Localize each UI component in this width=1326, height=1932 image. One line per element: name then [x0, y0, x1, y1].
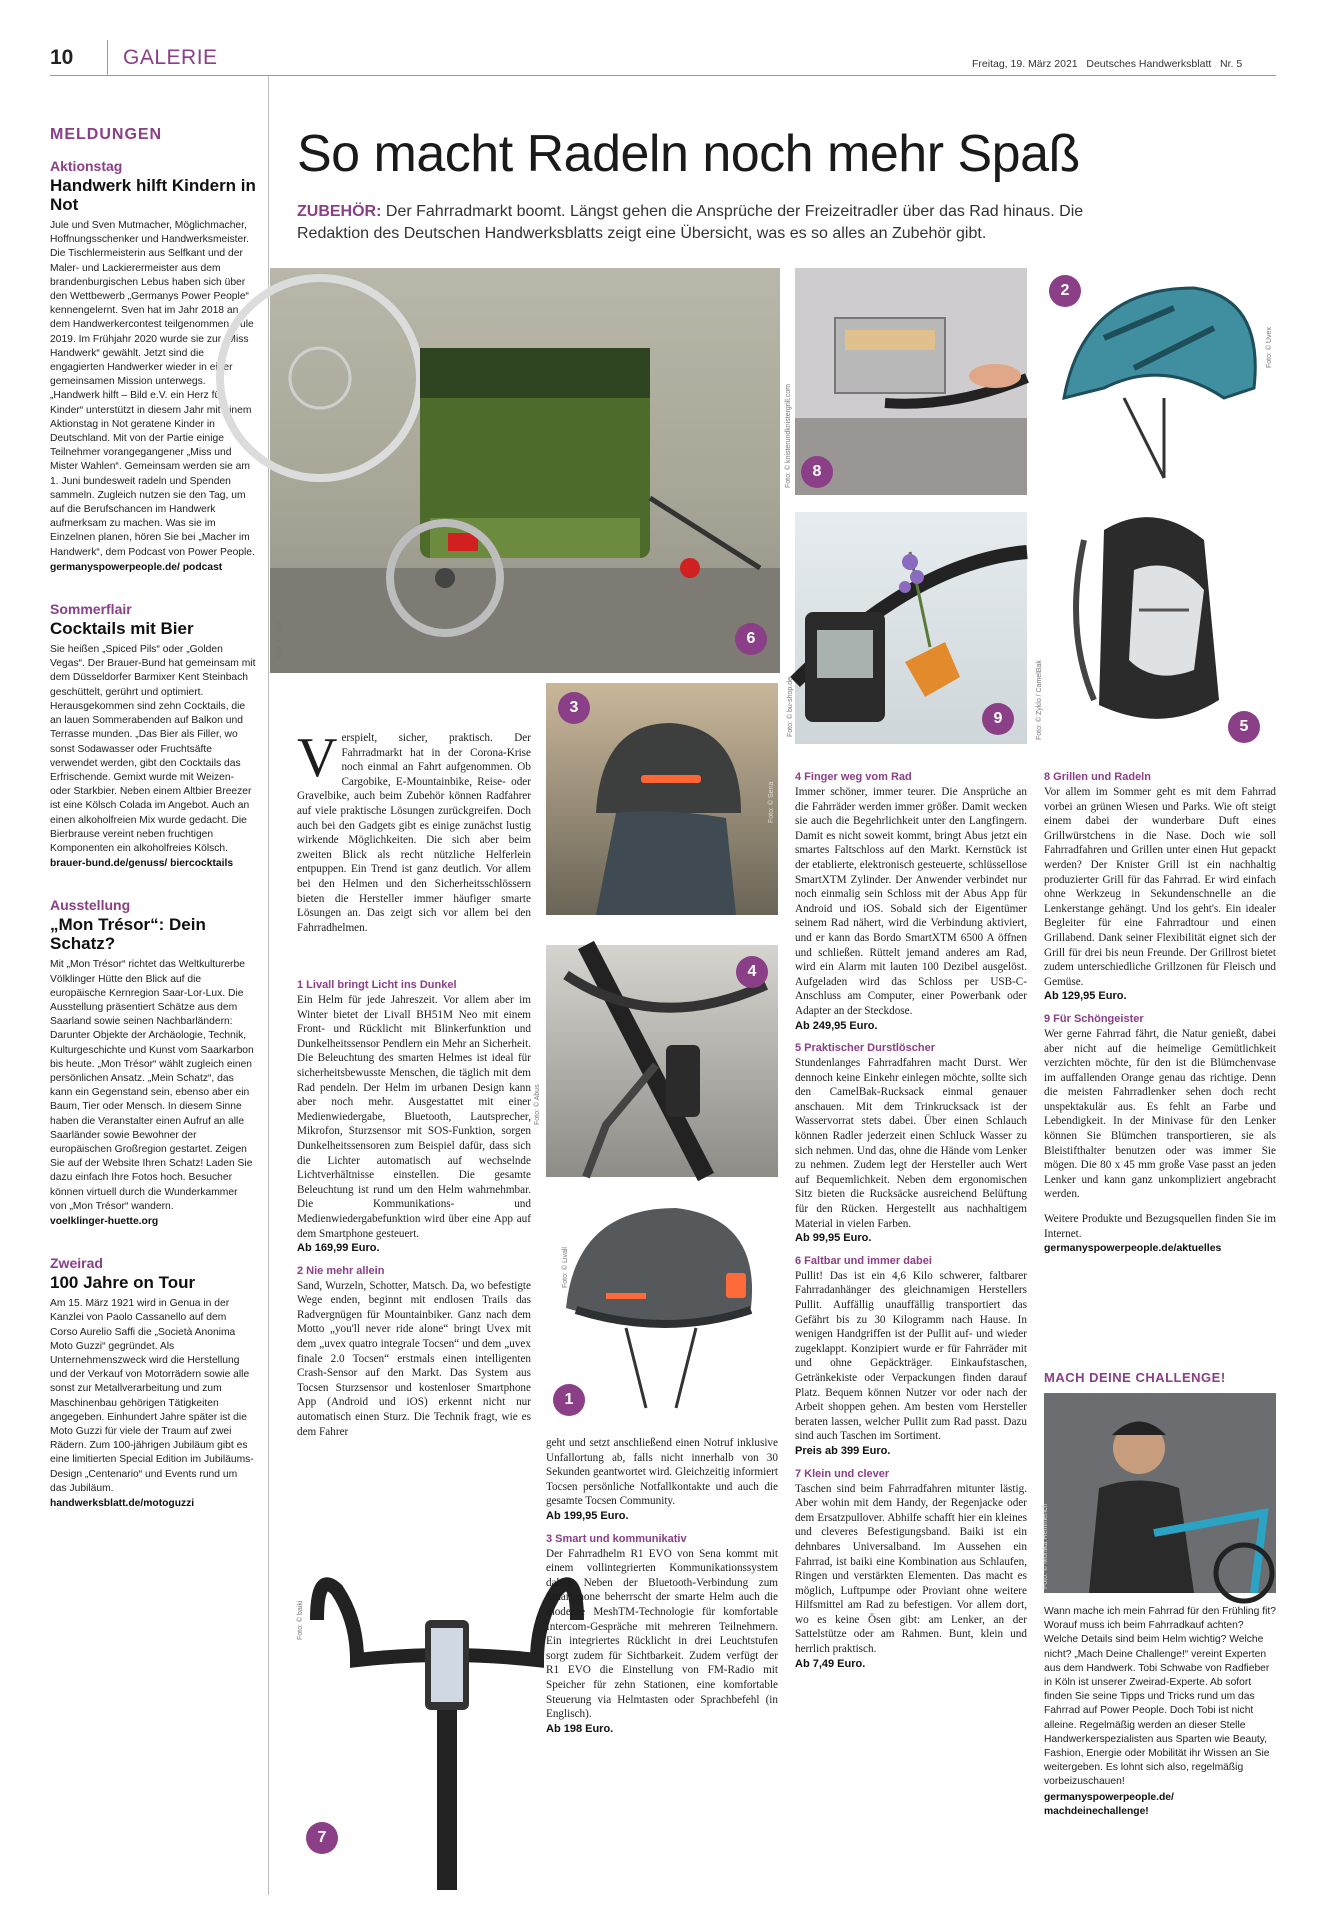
sidebar-item	[50, 897, 256, 1229]
article-lead	[297, 201, 1117, 245]
grill-illustration	[795, 268, 1027, 495]
photo-number-badge: 1	[553, 1384, 585, 1416]
section-body: Taschen sind beim Fahrradfahren mitunter lästig. Aber wohin mit dem Handy, der Regenjacke oder dem Ersatzpullover. Abhilfe schafft hier ein kleines und cleveres Befestigungsband. Baiki ist ein dehnbares Universalband. Im Aussehen ein Fahrrad, ist baiki eine Kombination aus Schlaufen, Ringen und verstärkten Elementen. Das macht es möglich, Luftpumpe oder Proviant ohne weitere Hilfsmittel am Rad zu befestigen. Vor allem dort, wo es keine Ösen gibt: am Lenker, an der Sattelstütze oder am Rahmen. Bunt, klein und herrlich praktisch.	[795, 1482, 1027, 1656]
intro-text: erspielt, sicher, praktisch. Der Fahrradmarkt hat in der Corona-Krise noch einmal an Fahrt aufgenommen. Ob Cargobike, E-Mountainbike, Reise- oder Gravelbike, auch beim Zubehör können Radfahrer auf viele praktische Lösungen zurückgreifen. Doch auch bei den Gadgets gibt es einige zunächst lustig wirkende Möglichkeiten. Die sich aber beim zweiten Blick als recht nützliche Helferlein entpuppen. Ein Trend ist ganz deutlich. Vor allem bei den Helmen und den Sicherheitsschlössern bieten die Hersteller immer häufiger smarte Lösungen an. Das zeigt sich vor allem bei den Fahrradhelmen.	[297, 732, 531, 934]
photo-credit: Foto: © baiki	[297, 1600, 304, 1640]
sidebar-kicker: Sommerflair	[50, 601, 132, 618]
col-2-sections	[546, 1436, 778, 1736]
sidebar-kicker: Aktionstag	[50, 158, 123, 174]
photo-credit: Foto: © Abus	[534, 1084, 541, 1125]
section-heading: 4 Finger weg vom Rad	[795, 771, 912, 783]
section-body: Vor allem im Sommer geht es mit dem Fahrrad vorbei an grünen Wiesen und Parks. Wie oft steigt einem dabei der wunderbare Duft eines Grillwürstchens in die Nase. Doch wie soll Fahrradfahren und Grillen unter einen Hut gepackt werden? Der Knister Grill ist ein nachhaltig produzierter Grill für das Fahrrad. Er wird einfach ohne Werkzeug in Sekundenschnelle an die Lenkerstange gehängt. Und los geht's. Ein idealer Begleiter für eine Fahrradtour und einen Grillabend. Dank seiner Flexibilität eignet sich der Grill für drei bis neun Freunde. Der Grillrost bietet zudem unterschiedliche Grillzonen für Fleisch und Gemüse.	[1044, 786, 1276, 988]
helmet-blue-illustration	[1044, 268, 1276, 495]
section-heading: 2 Nie mehr allein	[297, 1264, 385, 1277]
date-line: Freitag, 19. März 2021 Deutsches Handwerksblatt Nr. 5	[972, 58, 1243, 70]
sidebar-headline: Handwerk hilft Kindern in Not	[50, 176, 256, 214]
section-price: Ab 7,49 Euro.	[795, 1657, 866, 1670]
photo-credit: Foto: © Uvex	[1266, 327, 1273, 368]
sidebar-kicker: Zweirad	[50, 1255, 103, 1272]
sidebar-item	[50, 1255, 256, 1511]
section-body: Der Fahrradhelm R1 EVO von Sena kommt mit einem vollintegrierten Kommunikationssystem daher. Neben der Bluetooth-Verbindung zum Smartphone beherrscht der smarte Helm auch die moderne MeshTM-Technologie für komfortable Intercom-Gespräche mit mehreren Teilnehmern. Ein integriertes Rücklicht in drei Leuchtstufen sorgt zudem für Sichtbarkeit. Zudem verfügt der R1 EVO die Einstellung von FM-Radio mit Speicher für zehn Stationen, eine komfortable Steuerung via Helmtasten oder Sprachbefehl (in Englisch).	[546, 1547, 778, 1721]
section-price: Ab 249,95 Euro.	[795, 1019, 878, 1032]
page-number: 10	[50, 46, 74, 69]
challenge-link[interactable]: germanyspowerpeople.de/ machdeinechallenge!	[1044, 1791, 1174, 1817]
sidebar-headline: „Mon Trésor“: Dein Schatz?	[50, 915, 206, 954]
lead-text: Der Fahrradmarkt boomt. Längst gehen die Ansprüche der Freizeitradler über das Rad hinaus. Die Redaktion des Deutschen Handwerksblatts zeigt eine Übersicht, was es so alles an Zubehör gibt.	[297, 203, 1084, 242]
section-heading: 8 Grillen und Radeln	[1044, 771, 1151, 783]
photo-number-badge: 2	[1049, 275, 1081, 307]
section-price: Ab 198 Euro.	[546, 1722, 614, 1735]
sidebar-rule	[268, 75, 269, 1895]
photo-challenge	[1044, 1393, 1276, 1593]
sidebar-headline: 100 Jahre on Tour	[50, 1273, 196, 1293]
section-body: Ein Helm für jede Jahreszeit. Vor allem aber im Winter bietet der Livall BH51M Neo mit einem Front- und Rücklicht mit Blinkerfunktion und Dunkelheitssensor Pendlern ein Mehr an Sicherheit. Die Beleuchtung des smarten Helmes ist ideal für sicherheitsbewusste Menschen, die täglich mit dem Rad pendeln. Der Helm im urbanen Design kann aber noch mehr. Ausgestattet mit einer Medienwiedergabe, Bluetooth, Lautsprecher, Mikrofon, Sturzsensor mit SOS-Funktion, sorgen Dunkelheitssensoren zum Beispiel dafür, dass sich die Lichter automatisch auf wechselnde Lichtverhältnisse einstellen. Die gesamte Beleuchtung ist rund um den Helm wahrnehmbar. Die Kommunikations- und Medienwiedergabefunktion wird über eine App auf dem Smartphone gesteuert.	[297, 994, 531, 1240]
sidebar-body: Jule und Sven Mutmacher, Möglichmacher, Hoffnungsschenker und Handwerksmeister. Die Tischlermeisterin aus Selfkant und der Maler- und Lackierermeister aus dem brandenburgischen Lebus haben sich über den Wettbewerb „Germanys Power People“ kennengelernt. Sven hat im Jahr 2018 an dem Handwerkercontest teilgenommen, Jule 2019. Im Frühjahr 2020 wurde sie zur „Miss Handwerk“ gewählt. Jetzt sind die engagierten Handwerker wieder in einer gemeinsamen Mission unterwegs. „Handwerk hilft – Bild e.V. ein Herz für Kinder“ unterstützt in diesem Jahr mit einem Aktionstag in Not geratene Kinder in Deutschland. Mit von der Partie einige Teilnehmer vorangegangener „Miss und Mister Wahlen“. Gemeinsam werden sie am 1. Juni bundesweit radeln und Spenden sammeln. Zugleich nutzen sie den Tag, um auf die Berufschancen im Handwerk aufmerksam zu machen. Was sie im Einzelnen planen, hören Sie bei „Macher im Handwerk“, dem Podcast von Power People.	[50, 220, 255, 558]
challenge-body: Wann mache ich mein Fahrrad für den Frühling fit? Worauf muss ich beim Fahrradkauf achten? Welche Details sind beim Helm wichtig? Welche nicht? „Mach Deine Challenge!“ vereint Experten aus dem Handwerk. Tobi Schwabe von Radfieber in Köln ist unserer Zweirad-Experte. Ab sofort finden Sie seine Tipps und Tricks rund um das Fahrrad auf Power People. Doch Tobi ist nicht alleine. Regelmäßig werden an dieser Stelle Handwerkerspezialisten aus Sparten wie Beauty, Fashion, Energie oder Mobilität ihr Wissen an Sie weitergeben. Es lohnt sich also, regelmäßig vorbeizuschauen!	[1044, 1606, 1276, 1788]
photo-credit: Foto: © Monika Hemmerich	[1042, 1503, 1049, 1589]
sidebar-item	[50, 158, 256, 575]
sidebar	[50, 126, 256, 1511]
section-body: Immer schöner, immer teurer. Die Ansprüche an die Fahrräder werden immer größer. Damit wecken sie auch die Begehrlichkeit unter den Langfingern. Damit es nicht soweit kommt, bringt Abus jetzt ein smartes Faltschloss auf den Markt. Kernstück ist der etablierte, elektronisch gesteuerte, schlüssellose SmartXTM Zylinder. Der Anwender verbindet nur noch einmalig sein Schloss mit der Abus App für Android und iOS. Sobald sich der Eigentümer seinem Rad nähert, wird die Verbindung aktiviert, und er kann das Bordo SmartXTM 6500 A öffnen und schließen. Rüttelt jemand anderes am Rad, wird ein Alarm mit lauten 100 Dezibel ausgelöst. Aufgeladen wird das Schloss per USB-C-Anschluss am Computer, einer Powerbank oder Adapter an der Steckdose.	[795, 786, 1027, 1017]
section-price: Ab 129,95 Euro.	[1044, 990, 1127, 1003]
photo-number-badge: 6	[735, 623, 767, 655]
section-body-continued: geht und setzt anschließend einen Notruf inklusive Unfallortung ab, falls nicht innerhalb von 30 Sekunden geantwortet wird. Gleichzeitig informiert Tocsen persönliche Notfallkontakte und auch die gesamte Tocsen Community.	[546, 1437, 778, 1508]
section-price: Ab 199,95 Euro.	[546, 1509, 629, 1522]
section-price: Ab 99,95 Euro.	[795, 1232, 872, 1245]
photo-credit: Foto: © Pullit	[276, 619, 283, 660]
sidebar-body: Am 15. März 1921 wird in Genua in der Kanzlei von Paolo Cassanello auf dem Corso Aurelio Saffi die „Società Anonima Moto Guzzi“ gegründet. Als Unternehmenszweck wird die Herstellung und der Verkauf von Motorrädern sowie alle sonst zur Metallverarbeitung und zum Maschinenbau gehörigen Tätigkeiten angegeben. Einhundert Jahre später ist die Moto Guzzi für viele der Traum auf zwei Rädern. Zum 100-jährigen Jubiläum gibt es eine limitierten Special Edition im Jubiläums-Design „Centenario“ und Events rund um das Jubiläum.	[50, 1298, 254, 1494]
photo-trailer	[270, 268, 780, 673]
sidebar-headline: Cocktails mit Bier	[50, 619, 194, 639]
sidebar-item	[50, 601, 256, 871]
sidebar-kicker: Ausstellung	[50, 897, 131, 914]
drop-cap: V	[297, 727, 338, 789]
sidebar-link[interactable]: voelklinger-huette.org	[50, 1215, 159, 1227]
sidebar-title: MELDUNGEN	[50, 126, 163, 143]
challenge-heading: MACH DEINE CHALLENGE!	[1044, 1370, 1226, 1385]
col-1-sections	[297, 970, 531, 1438]
photo-number-badge: 4	[736, 956, 768, 988]
section-heading: 1 Livall bringt Licht ins Dunkel	[297, 979, 457, 991]
lead-kicker: ZUBEHÖR:	[297, 203, 382, 220]
photo-credit: Foto: © Zyklo / CamelBak	[1036, 660, 1043, 740]
section-price: Ab 169,99 Euro.	[297, 1242, 380, 1255]
sidebar-body: Sie heißen „Spiced Pils“ oder „Golden Vegas“. Der Brauer-Bund hat gemeinsam mit dem Düsseldorfer Barmixer Kent Steinbach geschüttelt, gerührt und optimiert. Herausgekommen sind zehn Cocktails, die an lauen Sommerabenden auf Balkon und Terrasse munden. „Das Bier als Filler, wo sonst Sodawasser oder Fruchtsäfte verwendet werden, gibt den Cocktails das Erfrischende. Gemixt wurde mit Weizen- oder Starkbier. Neben einem Altbier Breezer ist eine Kölsch Colada im Angebot. Auch an einen alkoholfreien Mix wurde gedacht. Die Bierbrause vereint neben fruchtigen Komponenten ein alkoholfreies Kölsch.	[50, 644, 256, 854]
section-heading: 5 Praktischer Durstlöscher	[795, 1042, 936, 1055]
livall-helmet-illustration	[546, 1188, 778, 1418]
photo-number-badge: 7	[306, 1822, 338, 1854]
intro-column	[297, 727, 531, 935]
photo-blue-helmet	[1044, 268, 1276, 495]
sidebar-body: Mit „Mon Trésor“ richtet das Weltkulturerbe Völklinger Hütte den Blick auf die europäische Kernregion Saar-Lor-Lux. Die Ausstellung präsentiert Schätze aus dem Saarland sowie seinen Nachbarländern: Darunter Objekte der Archäologie, Technik, Kulturgeschichte und Kunst vom Saarkarbon bis heute. „Mon Trésor“ wählt zugleich einen persönlichen Ansatz. „Mein Schatz“, das kann ein Gegenstand sein, ebenso aber ein Baum, Tier oder Mensch. In diesem Sinne haben die Veranstalter einen Aufruf an alle Saarländer sowie Bewohner der europäischen Großregion gestartet. Zeigen Sie auf der Website Ihren Schatz! Laden Sie dazu einfach Ihre Fotos hoch. Besucher können virtuell durch die Wunderkammer von „Mon Trésor“ wandern.	[50, 959, 254, 1212]
section-body: Wer gerne Fahrrad fährt, die Natur genießt, dabei aber nicht auf die heimelige Gemütlichkeit verzichten möchte, für den ist die Blümchenvase im auffallenden Orange genau das richtige. Denn die meisten Fahrradlenker sehen doch recht unspektakulär aus. Es fehlt an Farbe und Lebendigkeit. In der Minivase für den Lenker können Sie Blümchen transportieren, sie als Bleistifthalter benutzen oder was immer Sie mögen. Die 80 x 45 mm große Vase passt an jeden Lenker und kann ganz unkompliziert angebracht werden.	[1044, 1027, 1276, 1201]
section-heading: 6 Faltbar und immer dabei	[795, 1254, 932, 1267]
section-body: Pullit! Das ist ein 4,6 Kilo schwerer, faltbarer Fahrradanhänger des gleichnamigen Herstellers Pullit. Auffällig unauffällig transportiert das Gefährt bis zu 30 Kilogramm nach Hause. In wenigen Handgriffen ist der Pullit auf- und wieder zugeklappt. Konzipiert wurde er für Fahrräder mit und ohne Gepäckträger. Einkaufstaschen, Getränkekiste oder Verpackungen finden darauf Platz. Bequem können Nutzer vor oder nach der Arbeit shoppen gehen. Am besten vom Hersteller beraten lassen, welcher Pullit zum Rad passt. Dazu sind auch Taschen im Sortiment.	[795, 1269, 1027, 1443]
col-3-sections	[795, 770, 1027, 1671]
header-rule	[50, 75, 1276, 76]
photo-credit: Foto: © bu-shop.de	[787, 676, 794, 737]
section-price: Preis ab 399 Euro.	[795, 1444, 891, 1457]
photo-backpack	[1036, 500, 1276, 745]
header-divider	[107, 40, 108, 76]
photo-credit: Foto: © knisterundknistergrill.com	[785, 384, 792, 488]
photo-grill	[785, 268, 1027, 495]
trailer-illustration	[270, 268, 780, 673]
photo-number-badge: 3	[558, 692, 590, 724]
section-body: Sand, Wurzeln, Schotter, Matsch. Da, wo befestigte Wege enden, beginnt mit endlosen Trails das Radvergnügen für Mountainbiker. Ganz nach dem Motto „you'll never ride alone“ bringt Uvex mit dem „uvex quatro integrale Tocsen“ und dem „uvex finale 2.0 Tocsen“ erstmals einen intelligenten Crash-Sensor auf den Markt. Das System aus Tocsen Sturzsensor und kostenloser Smartphone App (Android und iOS) erkennt nicht nur automatisch einen Sturz. Die Technik fragt, wie es dem Fahrer	[297, 1279, 531, 1438]
photo-number-badge: 5	[1228, 711, 1260, 743]
photo-number-badge: 9	[982, 703, 1014, 735]
section-heading: 3 Smart und kommunikativ	[546, 1532, 687, 1545]
sidebar-link[interactable]: brauer-bund.de/genuss/ biercocktails	[50, 858, 234, 870]
photo-livall-helmet	[546, 1188, 778, 1418]
more-link[interactable]: germanyspowerpeople.de/aktuelles	[1044, 1242, 1222, 1255]
section-title: GALERIE	[123, 46, 218, 69]
challenge-box	[1044, 1370, 1276, 1819]
section-heading: 9 Für Schöngeister	[1044, 1012, 1144, 1025]
more-text: Weitere Produkte und Bezugsquellen finden Sie im Internet.	[1044, 1213, 1276, 1240]
sidebar-link[interactable]: germanyspowerpeople.de/ podcast	[50, 561, 223, 573]
col-4-sections	[1044, 770, 1276, 1255]
photo-credit: Foto: © Sena	[768, 781, 775, 823]
photo-number-badge: 8	[801, 456, 833, 488]
challenge-photo-illustration	[1044, 1393, 1276, 1593]
section-heading: 7 Klein und clever	[795, 1467, 890, 1480]
photo-credit: Foto: © Livall	[562, 1247, 569, 1288]
sidebar-link[interactable]: handwerksblatt.de/motoguzzi	[50, 1498, 195, 1510]
backpack-illustration	[1044, 500, 1276, 745]
article-title: So macht Radeln noch mehr Spaß	[297, 125, 1080, 183]
section-body: Stundenlanges Fahrradfahren macht Durst. Wer dennoch keine Einkehr einlegen möchte, sollte sich den CamelBak-Rucksack einmal genauer anschauen. Mit dem Trinkrucksack ist der Wasservorrat stets dabei. Über einen Schlauch können Radler jederzeit einen Schluck Wasser zu sich nehmen. Und das, ohne die Hände vom Lenker zu nehmen. Zudem legt der Hersteller auch Wert auf Bequemlichkeit. Neben dem ergonomischen Sitz bieten die Rucksäcke ausreichend Belüftung für den Rücken. Hergestellt aus nachhaltigem Material in vielen Farben.	[795, 1057, 1027, 1230]
